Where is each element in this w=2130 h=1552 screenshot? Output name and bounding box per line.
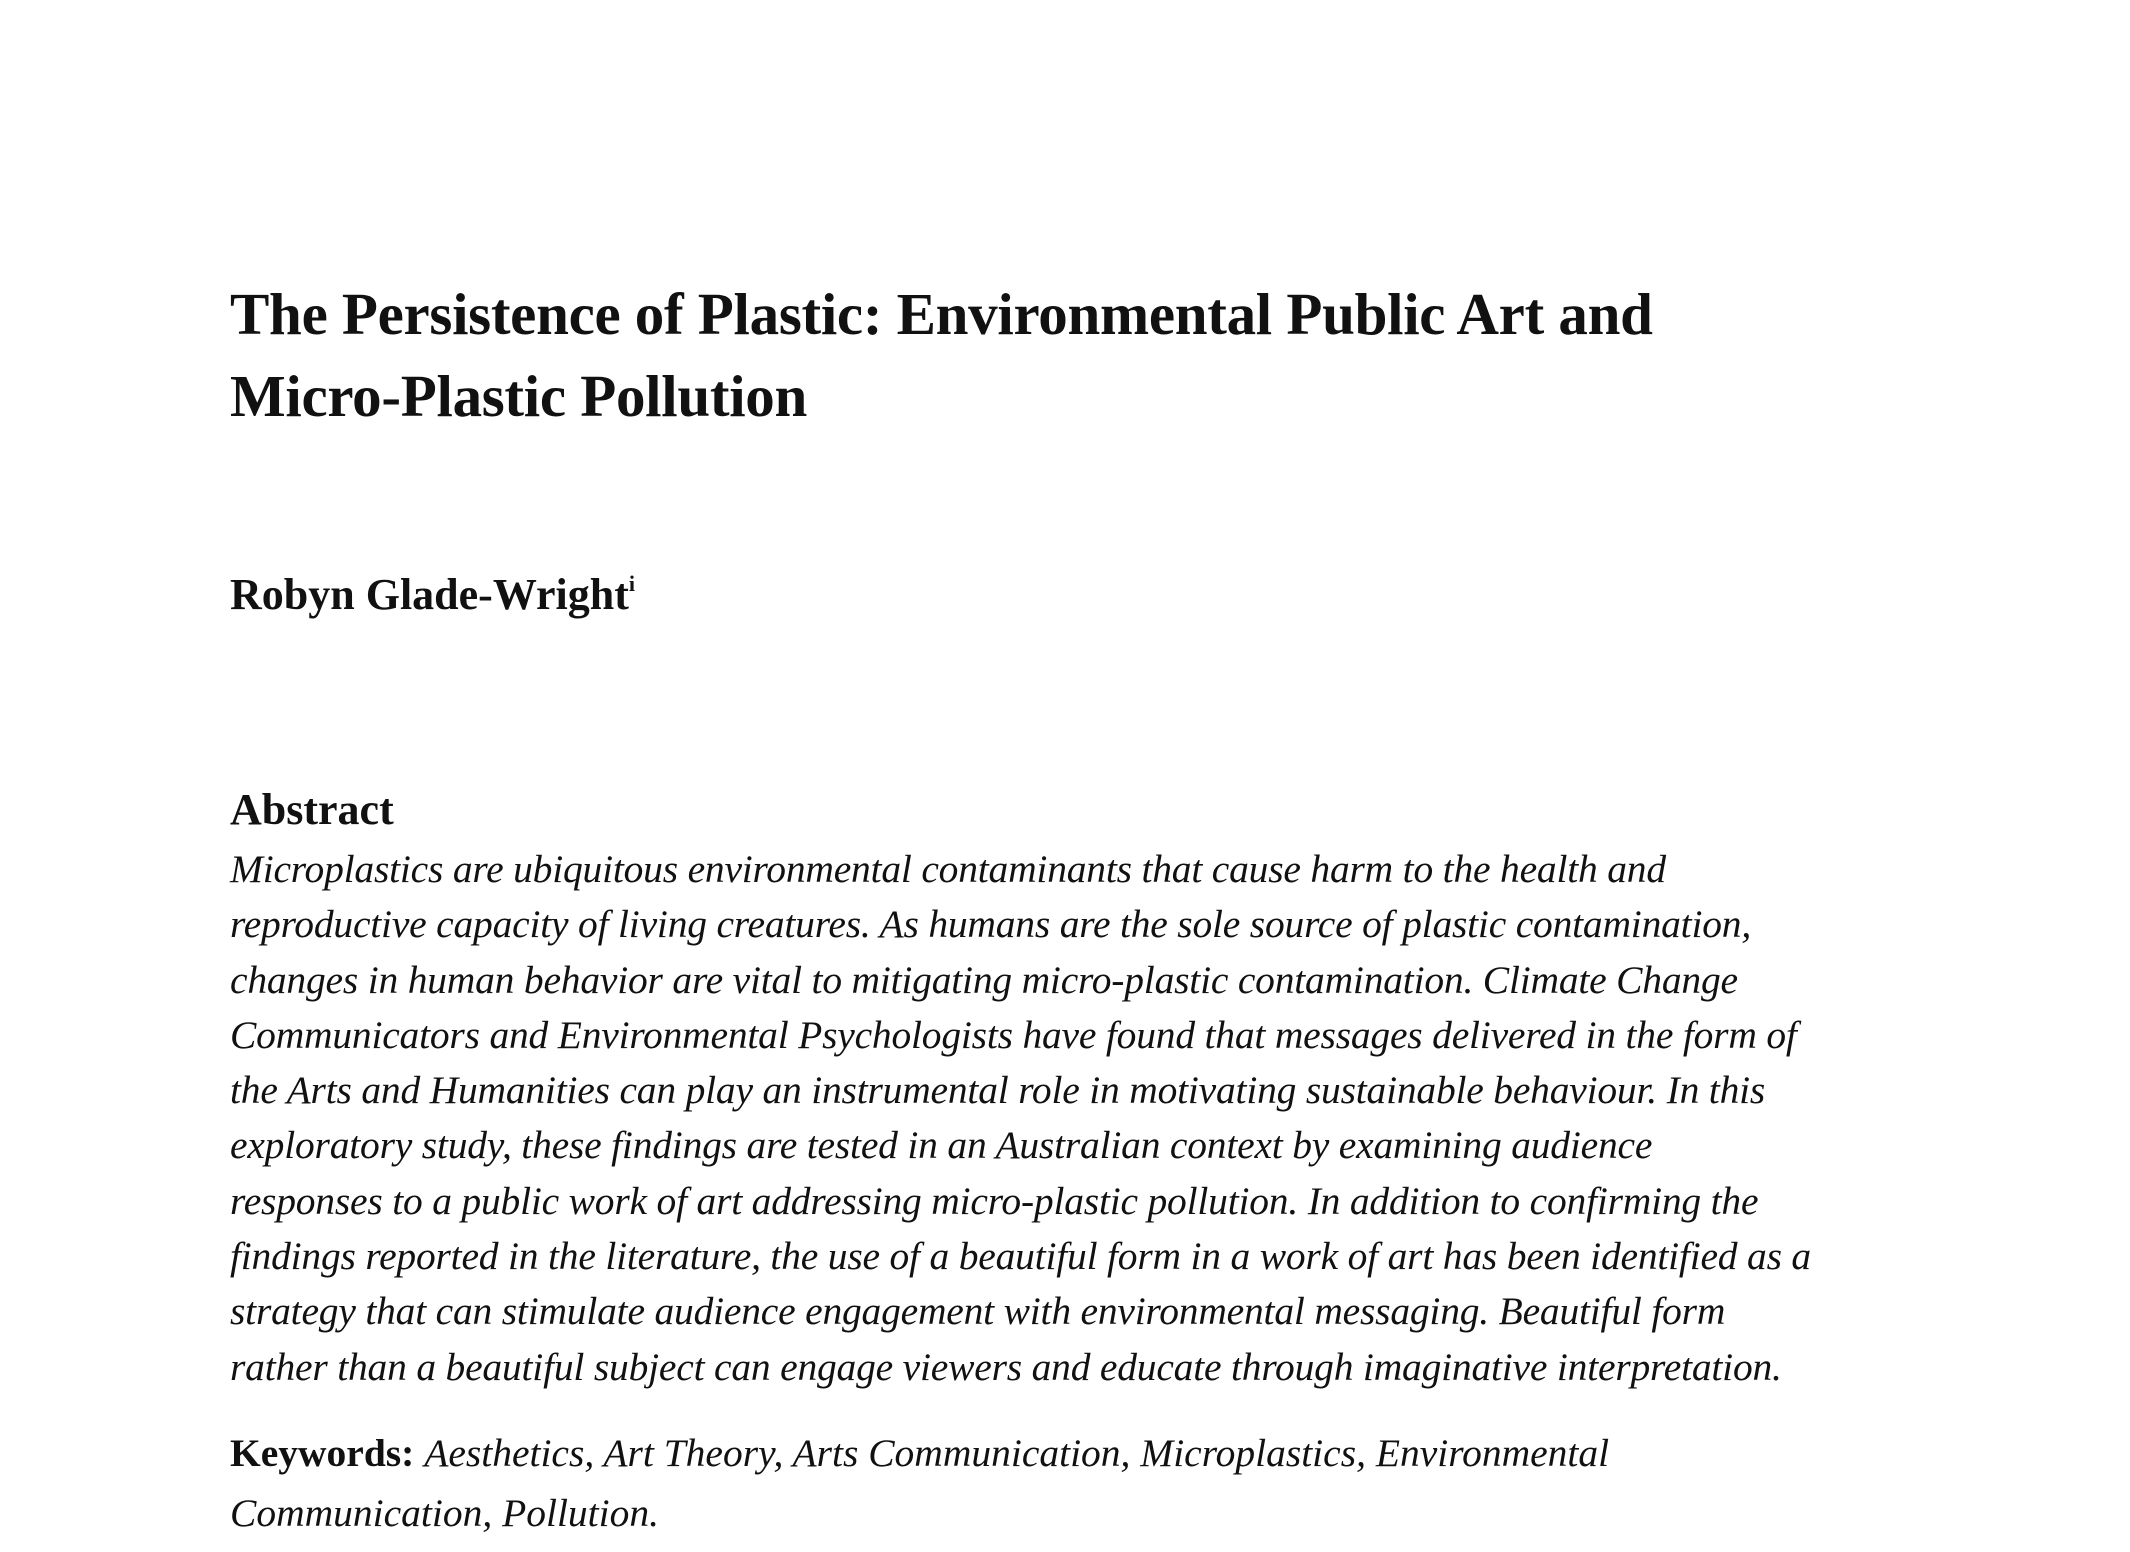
abstract-line: the Arts and Humanities can play an instrumental role in motivating sustainable behaviour. In this [230,1068,1766,1113]
paper-page [230,0,1930,1552]
abstract-line: reproductive capacity of living creatures. As humans are the sole source of plastic contamination, [230,902,1751,947]
abstract-line: findings reported in the literature, the use of a beautiful form in a work of art has been identified as a [230,1234,1811,1279]
author-endnote-marker[interactable]: i [628,571,636,596]
keywords-label: Keywords: [230,1431,415,1475]
abstract-line: changes in human behavior are vital to mitigating micro-plastic contamination. Climate Change [230,957,1738,1002]
title-line-1: The Persistence of Plastic: Environmental Public Art and [230,281,1653,347]
author-line [230,565,635,625]
abstract-line: Communicators and Environmental Psychologists have found that messages delivered in the form of [230,1012,1797,1057]
paper-title [230,273,1930,437]
abstract-line: strategy that can stimulate audience engagement with environmental messaging. Beautiful form [230,1289,1726,1334]
abstract-line: rather than a beautiful subject can engage viewers and educate through imaginative interpretation. [230,1344,1782,1389]
abstract-line: responses to a public work of art addressing micro-plastic pollution. In addition to confirming the [230,1178,1759,1223]
author-name: Robyn Glade-Wright [230,570,629,619]
keywords-section [230,1423,1910,1543]
abstract-line: Microplastics are ubiquitous environmental contaminants that cause harm to the health and [230,847,1666,891]
abstract-body [230,842,1910,1395]
title-line-2: Micro-Plastic Pollution [230,363,807,429]
abstract-heading: Abstract [230,785,394,834]
keywords-line-1: Aesthetics, Art Theory, Arts Communication, Microplastics, Environmental [424,1431,1610,1475]
abstract-line: exploratory study, these findings are tested in an Australian context by examining audience [230,1123,1653,1168]
keywords-line-2: Communication, Pollution. [230,1491,660,1535]
